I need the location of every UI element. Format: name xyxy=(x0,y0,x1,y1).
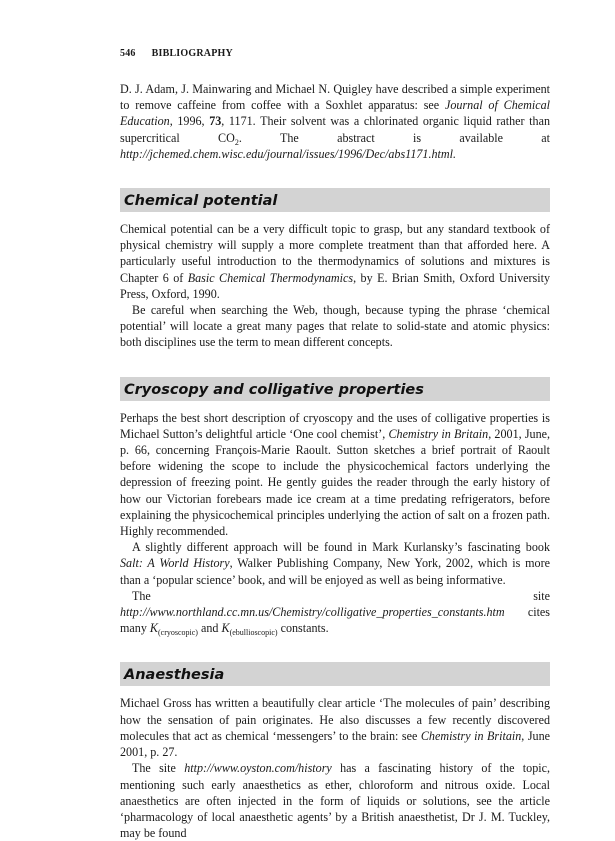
section-heading-chemical-potential: Chemical potential xyxy=(120,188,550,212)
paragraph: Chemical potential can be a very difficult topic to grasp, but any standard textbook of physical chemistry will supply a more complete treatment than that afforded here. A particularly useful introduction to the thermodynamics of solutions and mixtures is Chapter 6 of Basic Chemical Thermodynamics, by E. Brian Smith, Oxford University Press, Oxford, 1990. xyxy=(120,222,550,301)
volume-number: 73 xyxy=(209,114,222,129)
intro-paragraph: D. J. Adam, J. Mainwaring and Michael N. Quigley have described a simple experiment to remove caffeine from coffee with a Soxhlet apparatus: see Journal of Chemical Education, 1996, 73, 1171. Their solvent was a chlorinated organic liquid rather than supercritical $CO_2$. The abstract is available at http://jchemed.chem.wisc.edu/journal/issues/1996/Dec/abs1171.html. xyxy=(120,82,550,161)
journal-title: Chemistry in Britain xyxy=(420,728,522,743)
paragraph: A slightly different approach will be found in Mark Kurlansky’s fascinating book Salt: A World History, Walker Publishing Company, New York, 2002, which is more than a ‘popular science’ book, and will be enjoyed as well as being informative. xyxy=(120,540,550,587)
journal-title: Journal of Chemical Education xyxy=(120,98,550,129)
running-title: BIBLIOGRAPHY xyxy=(151,48,233,59)
paragraph: Perhaps the best short description of cryoscopy and the uses of colligative properties is Michael Sutton’s delightful article ‘One cool chemist’, Chemistry in Britain, 2001, June, p. 66, concerning François-Marie Raoult. Sutton sketches a brief portrait of Raoult before widening the scope to include the physicochemical factors underlying the depression of freezing point. He gently guides the reader through the early history of how our Victorian forebears made ice cream at a time predating refrigerators, before explaining the physicochemical principles underlying the action of salt on a frozen path. Highly recommended. xyxy=(120,410,551,539)
running-head xyxy=(120,48,550,59)
page-number: 546 xyxy=(120,48,136,59)
abstract-url[interactable]: http://jchemed.chem.wisc.edu/journal/issues/1996/Dec/abs1171.html. xyxy=(120,146,457,161)
paragraph: The site http://www.northland.cc.mn.us/Chemistry/colligative_properties_constants.htm cites many $K_{(cryoscopic)}$ and $K_{(ebullioscopic)}$ constants. xyxy=(120,588,550,638)
book-title: Salt: A World History xyxy=(120,556,230,571)
journal-title: Chemistry in Britain xyxy=(388,426,489,441)
history-url[interactable]: http://www.oyston.com/history xyxy=(184,761,332,776)
colligative-url[interactable]: http://www.northland.cc.mn.us/Chemistry/colligative_properties_constants.htm xyxy=(120,605,505,620)
paragraph: Michael Gross has written a beautifully clear article ‘The molecules of pain’ describing how the sensation of pain originates. He also discusses a few recently discovered molecules that act as chemical ‘messengers’ to the brain: see Chemistry in Britain, June 2001, p. 27. xyxy=(120,696,550,760)
paragraph: Be careful when searching the Web, though, because typing the phrase ‘chemical potential’ will locate a great many pages that relate to solid-state and atomic physics: both disciplines use the term to mean different concepts. xyxy=(120,303,550,350)
section-heading-anaesthesia: Anaesthesia xyxy=(120,662,550,686)
book-title: Basic Chemical Thermodynamics xyxy=(187,270,354,285)
page xyxy=(120,48,550,841)
section-heading-cryoscopy: Cryoscopy and colligative properties xyxy=(120,377,550,401)
paragraph: The site http://www.oyston.com/history has a fascinating history of the topic, mentioning such early anaesthetics as ether, chloroform and nitrous oxide. Local anaesthetics are often injected in the form of liquids or solutions, see the article ‘pharmacology of local anaesthetic agents’ by a British anaesthetist, Dr J. M. Tuckley, may be found xyxy=(120,761,550,841)
